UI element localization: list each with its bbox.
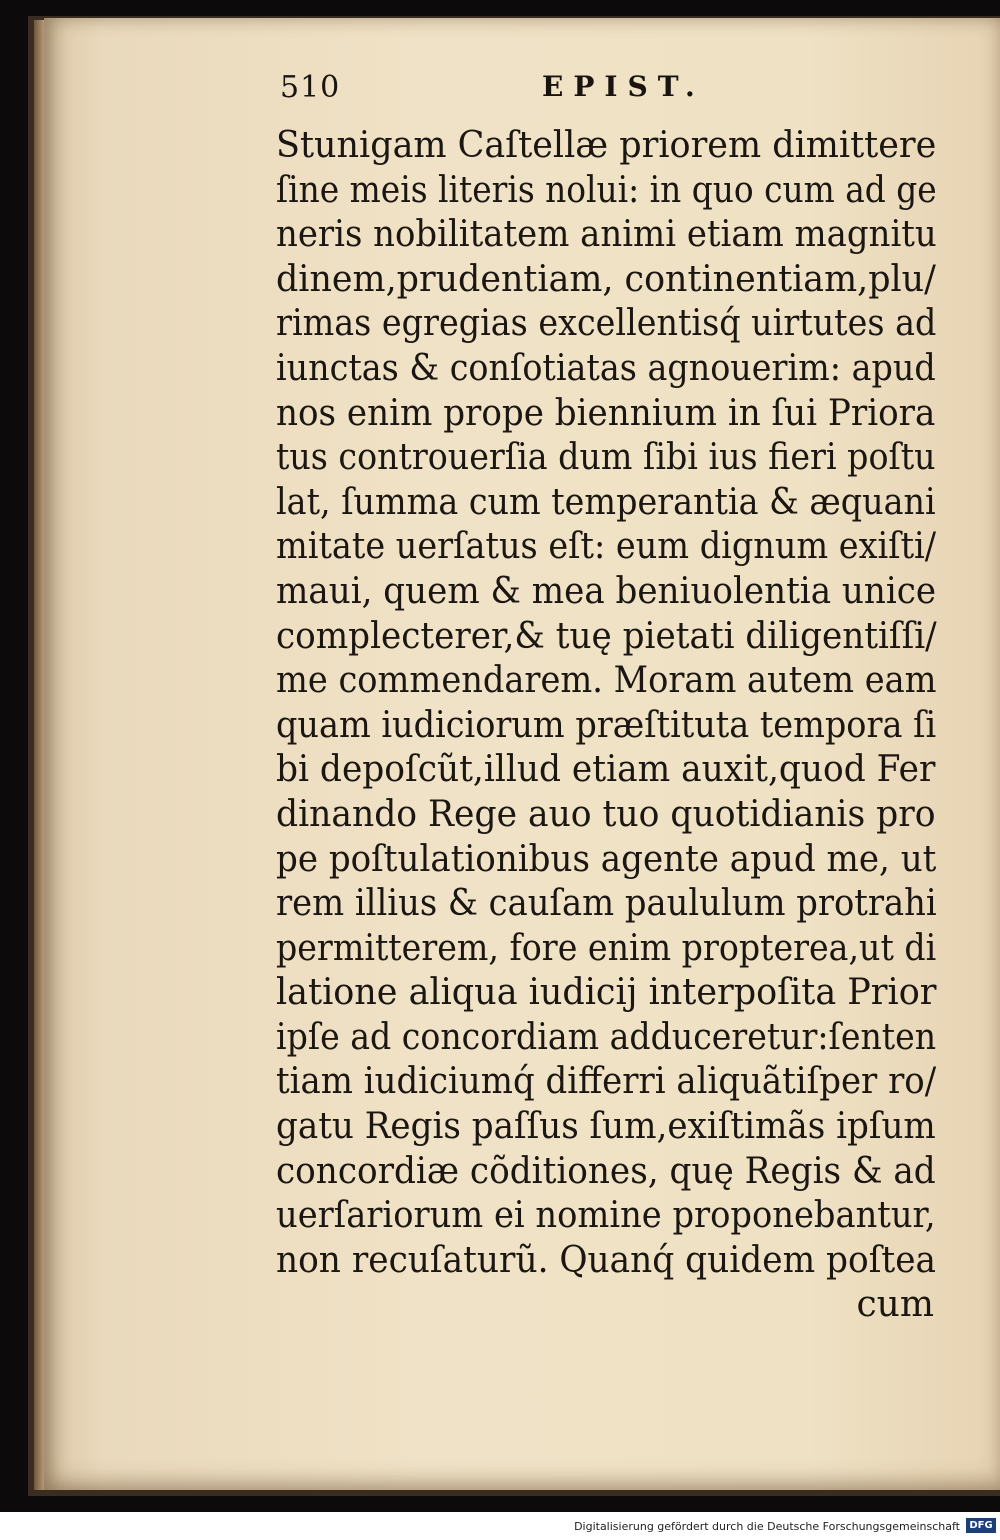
text-line: rimas egregias excellentisq́ uirtutes ad bbox=[276, 303, 937, 345]
page-edge bbox=[34, 20, 44, 1490]
text-line: neris nobilitatem animi etiam magnitu bbox=[276, 214, 937, 256]
page-number: 510 bbox=[280, 70, 341, 105]
dfg-logo-icon: DFG bbox=[966, 1518, 996, 1533]
funding-credit: Digitalisierung gefördert durch die Deutsche Forschungsgemeinschaft bbox=[574, 1520, 960, 1533]
text-line: uerſariorum ei nomine proponebantur, bbox=[276, 1195, 936, 1237]
text-line: permitterem, fore enim propterea,ut di bbox=[276, 927, 937, 969]
text-line: me commendarem. Moram autem eam bbox=[276, 660, 937, 702]
text-line: bi depoſcũt,illud etiam auxit,quod Fer bbox=[276, 749, 936, 791]
digitization-footer bbox=[0, 1512, 1000, 1540]
text-line: tus controuerſia dum ſibi ius fieri poſtu bbox=[276, 437, 936, 479]
text-line: iunctas & conſotiatas agnouerim: apud bbox=[276, 347, 936, 389]
text-line: maui, quem & mea beniuolentia unice bbox=[276, 570, 937, 612]
text-line: non recuſaturũ. Quanq́ quidem poſtea bbox=[276, 1239, 937, 1281]
text-line: complecterer,& tuę pietati diligentiſſi/ bbox=[276, 615, 937, 657]
text-line: tiam iudiciumq́ differri aliquãtiſper ro/ bbox=[276, 1061, 937, 1103]
text-line: nos enim prope biennium in ſui Priora bbox=[276, 392, 936, 434]
text-line: gatu Regis paſſus ſum,exiſtimãs ipſum bbox=[276, 1106, 936, 1148]
text-line: quam iudiciorum præſtituta tempora ſi bbox=[276, 704, 937, 746]
running-title: EPIST. bbox=[542, 70, 705, 103]
text-line: Stunigam Caſtellæ priorem dimittere bbox=[276, 125, 937, 166]
text-line: ſine meis literis nolui: in quo cum ad ge bbox=[276, 169, 937, 211]
letter-text bbox=[276, 124, 940, 1328]
text-line: dinem,prudentiam, continentiam,plu/ bbox=[276, 258, 936, 300]
text-line: pe poſtulationibus agente apud me, ut bbox=[276, 838, 937, 880]
text-line: latione aliqua iudicij interpoſita Prior bbox=[276, 972, 937, 1014]
text-line: rem illius & cauſam paululum protrahi bbox=[276, 883, 937, 925]
text-line: concordiæ cõditiones, quę Regis & ad bbox=[276, 1150, 936, 1192]
text-line: mitate uerſatus eſt: eum dignum exiſti/ bbox=[276, 526, 937, 568]
text-line: ipſe ad concordiam adduceretur:ſenten bbox=[276, 1016, 937, 1058]
catchword: cum bbox=[856, 1284, 934, 1326]
text-line: lat, ſumma cum temperantia & æquani bbox=[276, 481, 936, 523]
text-line: dinando Rege auo tuo quotidianis pro bbox=[276, 793, 936, 835]
running-head bbox=[280, 70, 740, 110]
